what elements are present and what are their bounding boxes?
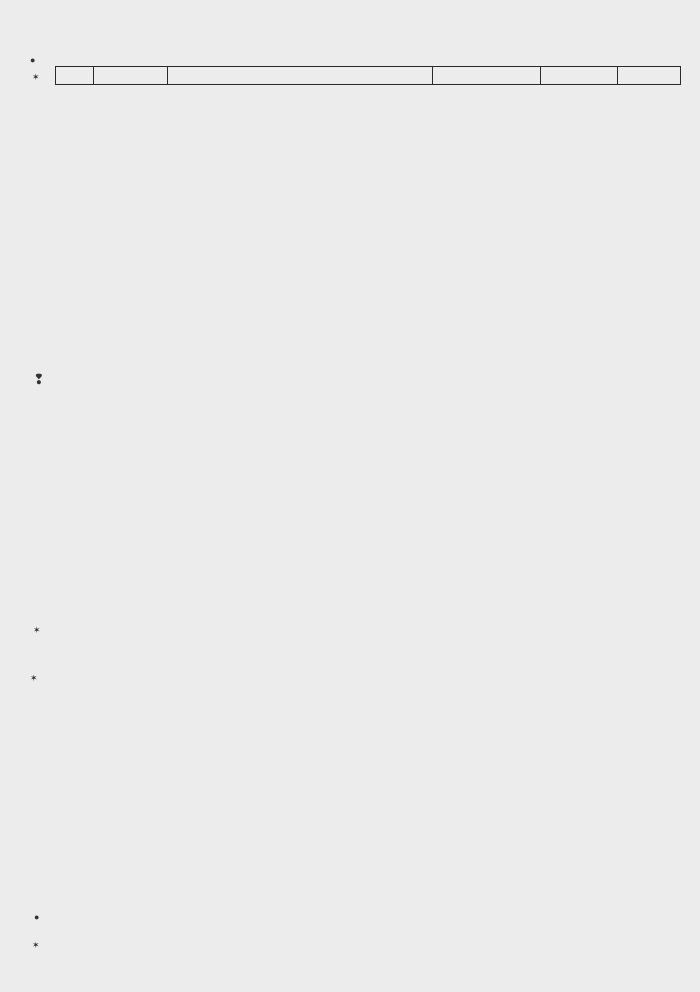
scan-mark: ✶ [33, 625, 41, 635]
scan-mark: ✶ [30, 673, 38, 683]
header-col-4 [433, 67, 541, 85]
table-header-row [56, 67, 681, 85]
register-table-body [56, 67, 681, 85]
header-col-3 [168, 67, 433, 85]
header-col-2 [94, 67, 168, 85]
scan-mark: ● [34, 912, 40, 922]
scan-mark: ✶ [32, 72, 40, 82]
scan-mark: ✶ [32, 940, 40, 950]
scan-mark: ● [30, 55, 36, 65]
header-col-5 [541, 67, 618, 85]
header-col-1 [56, 67, 94, 85]
register-table [55, 66, 681, 85]
header-col-6 [618, 67, 681, 85]
scan-mark: ❢ [33, 373, 45, 388]
